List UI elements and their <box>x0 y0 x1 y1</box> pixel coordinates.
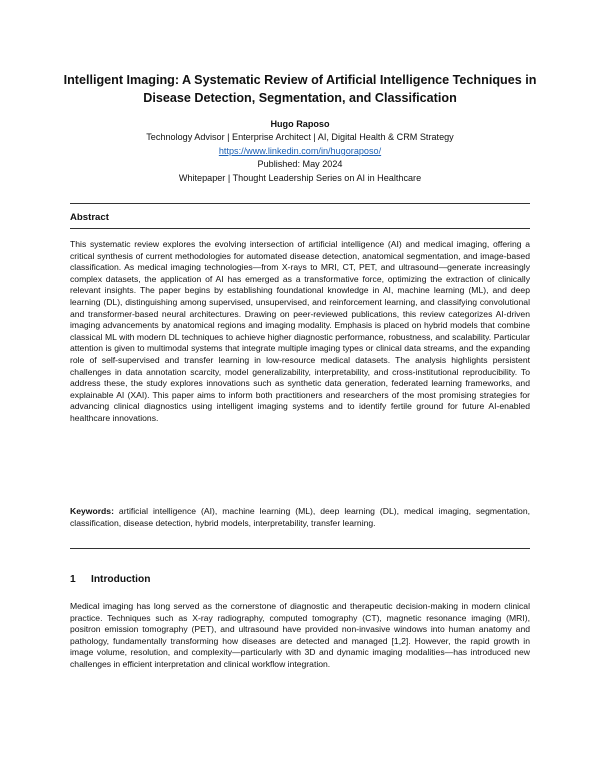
divider-bottom <box>70 548 530 549</box>
divider-top <box>70 203 530 204</box>
abstract-text: This systematic review explores the evolving intersection of artificial intelligence (AI) and medical imaging, offering a critical synthesis of current methodologies for automated disease detection, anatomical segmentation, and image-based classification. As medical imaging technologies—from X-rays to MRI, CT, PET, and ultrasound—generate increasingly complex datasets, the application of AI has emerged as a transformative force, optimizing the extraction of clinically relevant insights. The paper begins by establishing foundational knowledge in AI, machine learning (ML), and deep learning (DL), distinguishing among supervised, unsupervised, and reinforcement learning, and classifying convolutional and transformer-based neural architectures. Drawing on peer-reviewed publications, this review categorizes AI-driven imaging advancements by anatomical regions and imaging modality. Emphasis is placed on hybrid models that combine classical ML with modern DL techniques to achieve higher diagnostic performance, robustness, and scalability. Particular attention is given to multimodal systems that integrate multiple imaging types or clinical data streams, and the expanding role of self-supervised and transfer learning in low-resource medical datasets. The analysis highlights persistent challenges in data annotation scarcity, model generalizability, interpretability, and cross-institutional reproducibility. To address these, the study explores innovations such as synthetic data generation, federated learning frameworks, and explainable AI (XAI). This paper aims to inform both practitioners and researchers of the most promising strategies for advancing clinical diagnostics using intelligent imaging systems and to identify fertile ground for future AI-enabled healthcare innovations. <box>70 239 530 423</box>
keywords-label: Keywords: <box>70 506 114 516</box>
keywords-paragraph <box>70 506 530 529</box>
publication-date: Published: May 2024 <box>257 159 343 170</box>
section-number: 1 <box>70 574 76 585</box>
section-title: Introduction <box>91 574 151 585</box>
divider-abstract <box>70 228 530 229</box>
section-heading-introduction <box>70 574 150 585</box>
author-name: Hugo Raposo <box>270 119 330 129</box>
paper-title: Intelligent Imaging: A Systematic Review of Artificial Intelligence Techniques in Disease Detection, Segmentation, and Classification <box>63 73 537 105</box>
keywords-text: artificial intelligence (AI), machine learning (ML), deep learning (DL), medical imaging, segmentation, classification, disease detection, hybrid models, interpretability, transfer learning. <box>70 506 530 528</box>
author-affiliation: Technology Advisor | Enterprise Architect | AI, Digital Health & CRM Strategy <box>146 132 454 143</box>
abstract-heading: Abstract <box>70 212 109 223</box>
series-label: Whitepaper | Thought Leadership Series on AI in Healthcare <box>178 172 422 183</box>
introduction-text: Medical imaging has long served as the cornerstone of diagnostic and therapeutic decision-making in modern clinical practice. Techniques such as X-ray radiography, computed tomography (CT), magnetic resonance imaging (MRI), positron emission tomography (PET), and ultrasound have provided non-invasive windows into human anatomy and pathology, fundamentally transforming how diseases are detected and managed [1,2]. However, the rapid growth in image volume, resolution, and complexity—particularly with 3D and dynamic imaging modalities—has introduced new challenges in efficient interpretation and clinical workflow integration. <box>70 601 530 669</box>
author-block <box>60 118 540 185</box>
linkedin-link[interactable]: https://www.linkedin.com/in/hugoraposo/ <box>218 145 382 156</box>
